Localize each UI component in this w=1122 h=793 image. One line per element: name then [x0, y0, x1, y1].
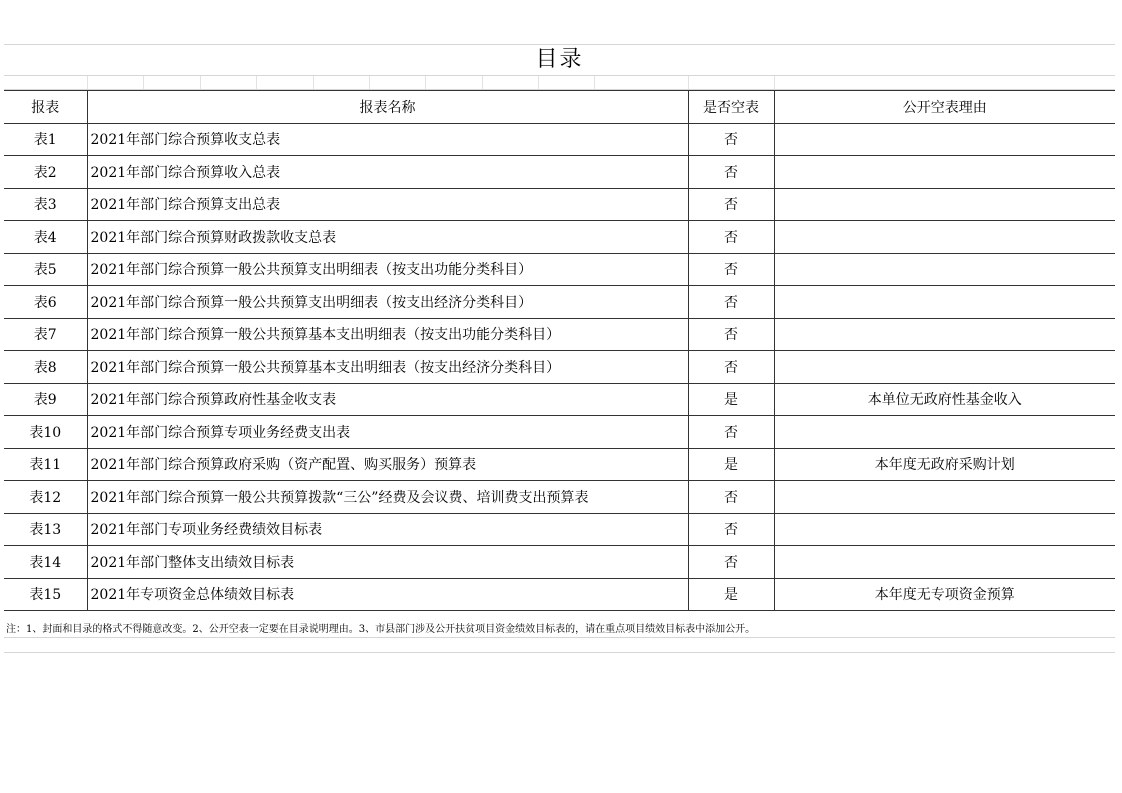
- cell-empty: 否: [688, 156, 774, 189]
- cell-reason: [774, 513, 1115, 546]
- cell-reason: [774, 318, 1115, 351]
- gridline: [369, 76, 370, 89]
- cell-empty: 否: [688, 318, 774, 351]
- table-row: [4, 481, 1115, 514]
- cell-reason: [774, 123, 1115, 156]
- table-row: [4, 513, 1115, 546]
- cell-num: 表14: [4, 546, 87, 579]
- cell-num: 表6: [4, 286, 87, 319]
- cell-num: 表2: [4, 156, 87, 189]
- cell-reason: [774, 351, 1115, 384]
- table-row: [4, 123, 1115, 156]
- table-row: [4, 383, 1115, 416]
- table-row: [4, 318, 1115, 351]
- table-row: [4, 156, 1115, 189]
- cell-empty: 否: [688, 546, 774, 579]
- cell-reason: [774, 416, 1115, 449]
- header-num: 报表: [4, 91, 87, 124]
- table-row: [4, 253, 1115, 286]
- cell-empty: 否: [688, 286, 774, 319]
- title-row: [4, 44, 1115, 76]
- cell-num: 表3: [4, 188, 87, 221]
- catalog-table: [4, 90, 1115, 611]
- cell-name: 2021年部门综合预算一般公共预算支出明细表（按支出经济分类科目）: [87, 286, 688, 319]
- cell-reason: [774, 286, 1115, 319]
- cell-reason: [774, 546, 1115, 579]
- table-row: [4, 351, 1115, 384]
- cell-num: 表1: [4, 123, 87, 156]
- table-row: [4, 546, 1115, 579]
- cell-name: 2021年部门综合预算收支总表: [87, 123, 688, 156]
- cell-num: 表7: [4, 318, 87, 351]
- page-title: 目录: [535, 47, 584, 72]
- header-empty: 是否空表: [688, 91, 774, 124]
- cell-empty: 否: [688, 513, 774, 546]
- table-row: [4, 578, 1115, 611]
- gridline: [313, 76, 314, 89]
- cell-num: 表11: [4, 448, 87, 481]
- table-header-row: [4, 91, 1115, 124]
- header-name: 报表名称: [87, 91, 688, 124]
- cell-name: 2021年部门综合预算专项业务经费支出表: [87, 416, 688, 449]
- table-row: [4, 448, 1115, 481]
- cell-empty: 否: [688, 221, 774, 254]
- cell-empty: 否: [688, 416, 774, 449]
- cell-name: 2021年部门整体支出绩效目标表: [87, 546, 688, 579]
- table-row: [4, 188, 1115, 221]
- cell-reason: [774, 156, 1115, 189]
- cell-empty: 是: [688, 578, 774, 611]
- cell-reason: [774, 221, 1115, 254]
- cell-name: 2021年部门综合预算一般公共预算拨款“三公”经费及会议费、培训费支出预算表: [87, 481, 688, 514]
- cell-empty: 否: [688, 481, 774, 514]
- spacer-row: [4, 638, 1115, 653]
- cell-reason: 本年度无专项资金预算: [774, 578, 1115, 611]
- cell-name: 2021年部门综合预算政府性基金收支表: [87, 383, 688, 416]
- cell-reason: 本单位无政府性基金收入: [774, 383, 1115, 416]
- gridline: [256, 76, 257, 89]
- cell-num: 表5: [4, 253, 87, 286]
- cell-reason: [774, 481, 1115, 514]
- cell-name: 2021年部门综合预算一般公共预算支出明细表（按支出功能分类科目）: [87, 253, 688, 286]
- cell-num: 表10: [4, 416, 87, 449]
- cell-reason: [774, 253, 1115, 286]
- cell-name: 2021年专项资金总体绩效目标表: [87, 578, 688, 611]
- cell-name: 2021年部门综合预算政府采购（资产配置、购买服务）预算表: [87, 448, 688, 481]
- cell-name: 2021年部门综合预算收入总表: [87, 156, 688, 189]
- cell-empty: 否: [688, 188, 774, 221]
- table-row: [4, 416, 1115, 449]
- cell-name: 2021年部门综合预算一般公共预算基本支出明细表（按支出经济分类科目）: [87, 351, 688, 384]
- cell-name: 2021年部门专项业务经费绩效目标表: [87, 513, 688, 546]
- gridline: [688, 76, 689, 89]
- gridline: [143, 76, 144, 89]
- cell-name: 2021年部门综合预算支出总表: [87, 188, 688, 221]
- gridline: [774, 76, 775, 89]
- spreadsheet-sheet: [4, 44, 1115, 653]
- cell-reason: [774, 188, 1115, 221]
- footnote: 注：1、封面和目录的格式不得随意改变。2、公开空表一定要在目录说明理由。3、市县部门涉及公开扶贫项目资金绩效目标表的，请在重点项目绩效目标表中添加公开。: [4, 623, 1115, 638]
- cell-empty: 是: [688, 448, 774, 481]
- gridline: [538, 76, 539, 89]
- cell-num: 表8: [4, 351, 87, 384]
- table-row: [4, 221, 1115, 254]
- table-row: [4, 286, 1115, 319]
- gridline: [482, 76, 483, 89]
- cell-empty: 是: [688, 383, 774, 416]
- spacer-row: [4, 76, 1115, 90]
- header-reason: 公开空表理由: [774, 91, 1115, 124]
- cell-name: 2021年部门综合预算财政拨款收支总表: [87, 221, 688, 254]
- cell-num: 表9: [4, 383, 87, 416]
- gridline: [87, 76, 88, 89]
- cell-name: 2021年部门综合预算一般公共预算基本支出明细表（按支出功能分类科目）: [87, 318, 688, 351]
- cell-empty: 否: [688, 123, 774, 156]
- cell-empty: 否: [688, 253, 774, 286]
- cell-num: 表15: [4, 578, 87, 611]
- cell-num: 表13: [4, 513, 87, 546]
- gridline: [594, 76, 595, 89]
- cell-reason: 本年度无政府采购计划: [774, 448, 1115, 481]
- cell-empty: 否: [688, 351, 774, 384]
- cell-num: 表12: [4, 481, 87, 514]
- gridline: [200, 76, 201, 89]
- gridline: [425, 76, 426, 89]
- cell-num: 表4: [4, 221, 87, 254]
